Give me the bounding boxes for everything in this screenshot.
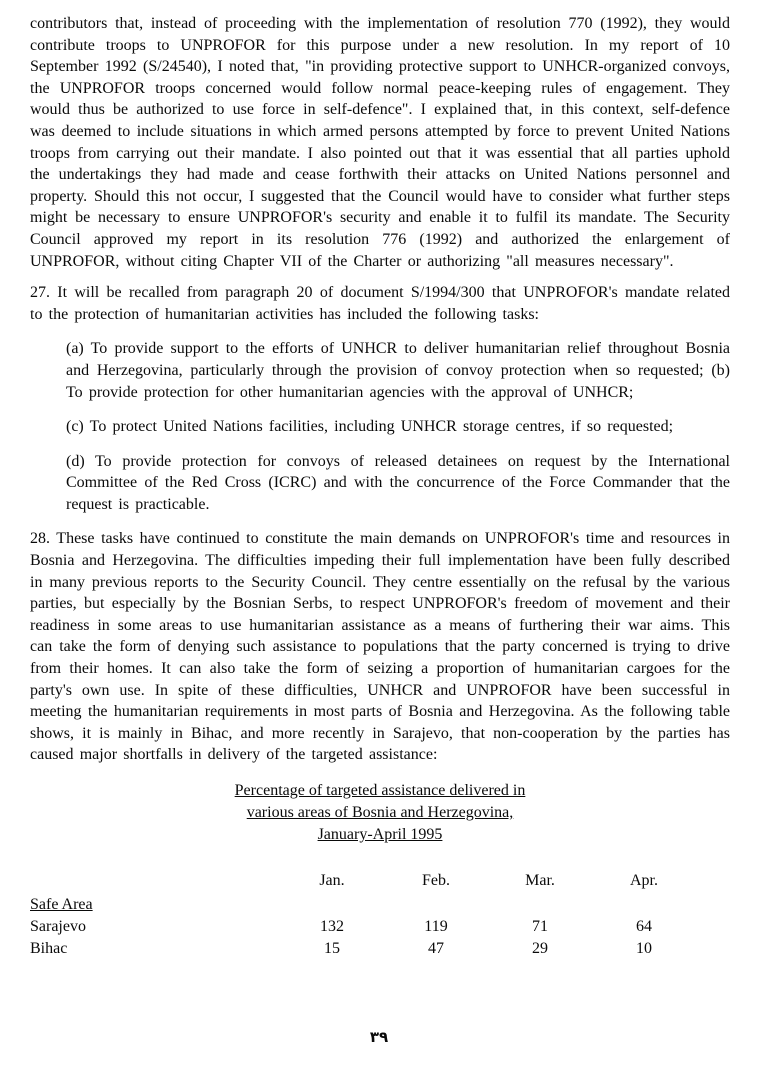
- paragraph-28: 28. These tasks have continued to constitute the main demands on UNPROFOR's time and resources in Bosnia and Herzegovina. The difficulties impeding their full implementation have been fully described in many previous reports to the Security Council. They centre essentially on the refusal by the various parties, but especially by the Bosnian Serbs, to respect UNPROFOR's freedom of movement and their readiness in some areas to use humanitarian assistance as a means of furthering their war aims. This can take the form of denying such assistance to populations that the party concerned is trying to drive from their homes. It can also take the form of seizing a proportion of humanitarian cargoes for the party's own use. In spite of these difficulties, UNHCR and UNPROFOR have been successful in meeting the humanitarian requirements in most parts of Bosnia and Herzegovina. As the following table shows, it is mainly in Bihac, and more recently in Sarajevo, that non-cooperation by the parties has caused major shortfalls in delivery of the targeted assistance:: [30, 530, 730, 764]
- table-column-header-mar: Mar.: [525, 872, 555, 889]
- table-column-header-jan: Jan.: [319, 872, 345, 889]
- table-cell-value: 47: [428, 940, 444, 957]
- paragraph-26-continuation: contributors that, instead of proceeding with the implementation of resolution 770 (1992), they would contribute troops to UNPROFOR for this purpose under a new resolution. In my report of 10 September 1992 (S/24540), I noted that, "in providing protective support to UNHCR-organized convoys, the UNPROFOR troops concerned would follow normal peace-keeping rules of engagement. They would thus be authorized to use force in self-defence". I explained that, in this context, self-defence was deemed to include situations in which armed persons attempted by force to prevent United Nations troops from carrying out their mandate. I also pointed out that it was essential that all parties uphold the undertakings they had made and cease forthwith their attacks on United Nations personnel and property. Should this not occur, I suggested that the Council would have to consider what further steps might be necessary to ensure UNPROFOR's security and enable it to fulfil its mandate. The Security Council approved my report in its resolution 776 (1992) and authorized the enlargement of UNPROFOR, without citing Chapter VII of the Charter or authorizing "all measures necessary".: [30, 15, 730, 270]
- page-number: ٣٩: [369, 1028, 389, 1046]
- table-cell-area: Sarajevo: [30, 918, 86, 935]
- table-cell-value: 10: [636, 940, 652, 957]
- table-cell-area: Bihac: [30, 940, 68, 957]
- subparagraph-d: (d) To provide protection for convoys of released detainees on request by the International Committee of the Red Cross (ICRC) and with the concurrence of the Force Commander that the request is practicable.: [66, 452, 730, 513]
- table-header-row: [30, 870, 730, 892]
- table-cell-value: 132: [320, 918, 344, 935]
- table-title-text-2: various areas of Bosnia and Herzegovina,: [246, 804, 514, 821]
- table-title-text-3: January-April 1995: [317, 826, 443, 843]
- table-title-line-3: [30, 824, 730, 846]
- table-title-line-1: [30, 780, 730, 802]
- subparagraph-a-b: (a) To provide support to the efforts of UNHCR to deliver humanitarian relief throughout Bosnia and Herzegovina, particularly through the provision of convoy protection when so requested; (b) To provide protection for other humanitarian agencies with the approval of UNHCR;: [66, 340, 730, 401]
- table-column-header-apr: Apr.: [630, 872, 658, 889]
- table-row-sarajevo: [30, 916, 730, 938]
- table-cell-value: 15: [324, 940, 340, 957]
- table-cell-value: 64: [636, 918, 652, 935]
- table-column-header-feb: Feb.: [422, 872, 450, 889]
- table-group-row: [30, 894, 730, 916]
- table-group-label-text: Safe Area: [30, 896, 93, 913]
- paragraph-27: 27. It will be recalled from paragraph 20 of document S/1994/300 that UNPROFOR's mandate related to the protection of humanitarian activities has included the following tasks:: [30, 284, 730, 323]
- table-group-label: [30, 894, 280, 916]
- table-title-line-2: [30, 802, 730, 824]
- table-row-bihac: [30, 938, 730, 960]
- table-title-text-1: Percentage of targeted assistance delivered in: [234, 782, 526, 799]
- table-cell-value: 71: [532, 918, 548, 935]
- table-cell-value: 119: [424, 918, 448, 935]
- table-cell-value: 29: [532, 940, 548, 957]
- subparagraph-c: (c) To protect United Nations facilities, including UNHCR storage centres, if so requested;: [66, 418, 674, 436]
- assistance-table: [30, 780, 730, 960]
- table-header-area-spacer: [30, 870, 280, 892]
